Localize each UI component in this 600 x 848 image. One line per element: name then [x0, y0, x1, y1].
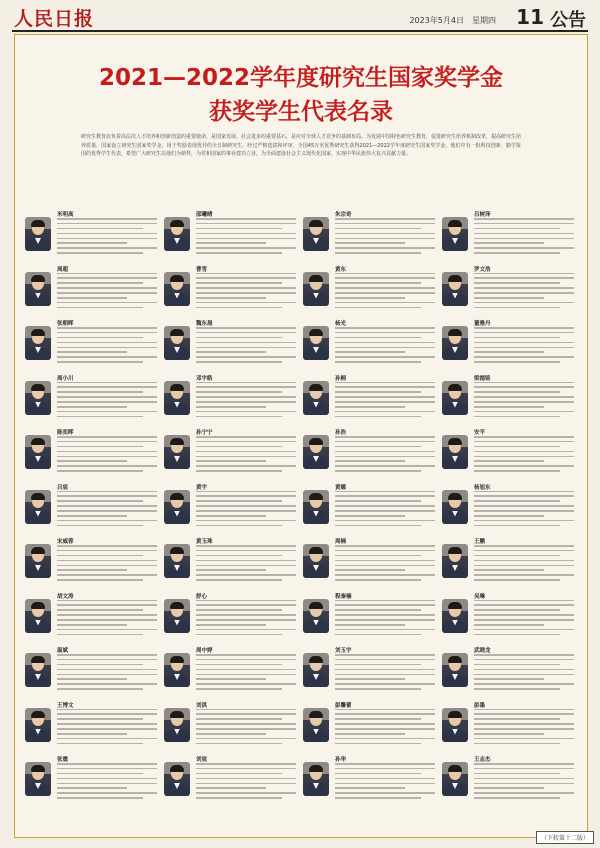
student-photo — [25, 381, 51, 415]
student-entry — [440, 264, 579, 310]
continued-note: （下转第十二版） — [536, 831, 594, 844]
student-entry — [162, 591, 301, 637]
student-photo — [164, 599, 190, 633]
student-photo — [25, 708, 51, 742]
student-entry — [162, 373, 301, 419]
student-photo — [25, 272, 51, 306]
student-photo — [303, 708, 329, 742]
student-photo — [164, 435, 190, 469]
student-photo — [442, 762, 468, 796]
student-entry — [23, 264, 162, 310]
student-photo — [303, 381, 329, 415]
student-name: 安平 — [474, 430, 486, 436]
student-entry — [301, 373, 440, 419]
student-bio-text — [196, 763, 296, 800]
student-photo — [442, 381, 468, 415]
student-photo — [442, 708, 468, 742]
student-bio-text — [335, 218, 435, 255]
student-photo — [442, 490, 468, 524]
student-entry — [440, 700, 579, 746]
student-photo — [442, 272, 468, 306]
student-bio-text — [196, 600, 296, 637]
student-photo — [25, 599, 51, 633]
student-entry — [440, 209, 579, 255]
student-bio-text — [474, 491, 574, 528]
student-entry — [23, 482, 162, 528]
student-photo — [303, 435, 329, 469]
student-name: 张震 — [57, 757, 69, 763]
student-bio-text — [335, 436, 435, 473]
student-name: 刘淇 — [196, 702, 208, 709]
student-photo — [25, 762, 51, 796]
student-photo — [164, 762, 190, 796]
intro-paragraph: 研究生教育肩负着高层次人才培养和创新创造的重要使命，是国家发展、社会进步的重要基石，是应对全球人才竞争的基础布局。为发展中国特色研究生教育，促进研究生培养机制改革，提高研究生培养质量，国家设立研究生国家奖学金，用于奖励表现优异的全日制研究生。经过严格选拔和评审，全国45万名优秀研究生获得2021—2022学年度研究生国家奖学金。他们中有一批科技创新、勤学报国的优秀学生代表，希望广大研究生以他们为榜样，为党和国家的事业建功立业，为全面建设社会主义现代化国家、实现中华民族伟大复兴贡献力量。 — [81, 134, 521, 157]
student-entry — [440, 318, 579, 364]
student-name: 魏东晟 — [196, 321, 213, 327]
student-photo — [303, 544, 329, 578]
student-name: 杨光 — [335, 321, 347, 327]
student-name: 杨旭东 — [474, 484, 491, 491]
student-bio-text — [474, 654, 574, 691]
student-photo — [25, 490, 51, 524]
student-name: 孙华 — [335, 757, 347, 763]
masthead — [12, 4, 588, 32]
student-bio-text — [57, 382, 157, 419]
student-name: 周超 — [57, 266, 69, 273]
student-entry — [301, 482, 440, 528]
student-bio-text — [335, 327, 435, 364]
student-name: 胡文涛 — [57, 593, 74, 600]
student-name: 周小川 — [57, 375, 74, 382]
student-entry — [162, 318, 301, 364]
student-entry — [23, 645, 162, 691]
student-name: 黄娜 — [335, 484, 347, 491]
student-name: 陈奕晖 — [57, 430, 74, 436]
student-name: 宋威蓉 — [57, 539, 74, 545]
student-entry — [23, 318, 162, 364]
student-entry — [23, 209, 162, 255]
student-bio-text — [196, 436, 296, 473]
student-name: 王鹏 — [474, 539, 486, 545]
student-name: 王志杰 — [474, 757, 491, 763]
student-name: 邓宇皓 — [196, 375, 213, 382]
student-bio-text — [196, 491, 296, 528]
student-name: 周楠 — [335, 539, 347, 545]
student-photo — [303, 217, 329, 251]
student-entry — [23, 373, 162, 419]
student-bio-text — [335, 545, 435, 582]
student-name: 曹雪 — [196, 266, 208, 273]
student-entry — [162, 264, 301, 310]
student-bio-text — [474, 273, 574, 310]
section-name: 公告 — [550, 10, 586, 31]
student-entry — [301, 318, 440, 364]
student-bio-text — [474, 327, 574, 364]
student-entry — [301, 209, 440, 255]
student-bio-text — [57, 709, 157, 746]
student-name: 武晓龙 — [474, 648, 491, 654]
page-number: 11 — [516, 5, 544, 29]
student-entry — [23, 700, 162, 746]
student-photo — [442, 544, 468, 578]
student-bio-text — [196, 709, 296, 746]
student-bio-text — [196, 654, 296, 691]
student-bio-text — [57, 218, 157, 255]
student-entry — [162, 482, 301, 528]
student-bio-text — [474, 436, 574, 473]
newspaper-logo: 人民日报 — [14, 8, 95, 30]
student-bio-text — [335, 709, 435, 746]
student-photo — [164, 272, 190, 306]
student-photo — [303, 490, 329, 524]
student-entry — [440, 536, 579, 582]
student-entry — [162, 427, 301, 473]
student-name: 黄宇 — [196, 484, 208, 491]
student-entry — [162, 645, 301, 691]
student-entry — [162, 700, 301, 746]
student-bio-text — [474, 382, 574, 419]
student-name: 温斌 — [57, 648, 69, 654]
student-entry — [301, 645, 440, 691]
student-name: 吴琳 — [474, 593, 486, 600]
student-name: 梁德铭 — [474, 375, 491, 382]
student-entry — [301, 754, 440, 800]
student-name: 舒心 — [196, 593, 208, 600]
student-photo — [442, 217, 468, 251]
student-name: 朱宗奇 — [335, 212, 352, 218]
student-bio-text — [196, 218, 296, 255]
student-bio-text — [335, 273, 435, 310]
student-photo — [303, 326, 329, 360]
student-photo — [25, 653, 51, 687]
student-photo — [442, 435, 468, 469]
student-entry — [440, 373, 579, 419]
student-name: 吕宸 — [57, 484, 69, 491]
student-name: 孙桐 — [335, 375, 347, 382]
student-entry — [162, 536, 301, 582]
student-entry — [23, 591, 162, 637]
student-name: 周中婷 — [196, 648, 213, 654]
student-photo — [25, 435, 51, 469]
student-bio-text — [196, 273, 296, 310]
student-photo — [442, 326, 468, 360]
student-name: 吕树泽 — [474, 212, 491, 218]
student-bio-text — [57, 654, 157, 691]
student-bio-text — [196, 545, 296, 582]
student-bio-text — [474, 600, 574, 637]
student-entry — [23, 536, 162, 582]
student-entry — [23, 754, 162, 800]
student-photo — [164, 490, 190, 524]
student-photo — [164, 708, 190, 742]
student-name: 张朝晖 — [57, 321, 74, 327]
student-name: 黄东 — [335, 266, 347, 273]
student-photo — [164, 381, 190, 415]
student-grid — [23, 209, 579, 809]
student-name: 刘玉宇 — [335, 648, 352, 654]
student-bio-text — [57, 436, 157, 473]
student-photo — [442, 599, 468, 633]
student-entry — [162, 754, 301, 800]
issue-date: 2023年5月4日 星期四 — [409, 16, 496, 25]
student-photo — [442, 653, 468, 687]
student-entry — [301, 700, 440, 746]
student-bio-text — [474, 545, 574, 582]
student-photo — [303, 653, 329, 687]
student-entry — [440, 754, 579, 800]
student-photo — [164, 544, 190, 578]
student-name: 米明高 — [57, 212, 74, 218]
student-name: 董雅丹 — [474, 321, 491, 327]
student-name: 彭墨 — [474, 702, 486, 709]
student-photo — [164, 326, 190, 360]
student-bio-text — [57, 545, 157, 582]
student-photo — [303, 272, 329, 306]
student-name: 程秦楠 — [335, 593, 352, 600]
student-bio-text — [474, 763, 574, 800]
headline-line-2: 获奖学生代表名录 — [209, 99, 393, 125]
student-entry — [440, 427, 579, 473]
student-bio-text — [335, 491, 435, 528]
student-bio-text — [57, 327, 157, 364]
student-photo — [164, 653, 190, 687]
student-entry — [301, 591, 440, 637]
student-entry — [440, 591, 579, 637]
student-name: 孙宁宁 — [196, 430, 213, 436]
student-bio-text — [335, 654, 435, 691]
student-bio-text — [196, 382, 296, 419]
student-entry — [301, 536, 440, 582]
student-bio-text — [57, 763, 157, 800]
student-entry — [440, 482, 579, 528]
student-bio-text — [57, 273, 157, 310]
student-photo — [25, 217, 51, 251]
student-photo — [25, 544, 51, 578]
student-name: 王博文 — [57, 702, 74, 709]
student-name: 罗文浩 — [474, 266, 491, 273]
student-entry — [440, 645, 579, 691]
student-name: 邵曦晴 — [196, 212, 213, 218]
student-entry — [162, 209, 301, 255]
announcement-frame — [14, 34, 588, 838]
student-bio-text — [335, 763, 435, 800]
student-name: 彭馨蕾 — [335, 702, 352, 709]
student-photo — [303, 762, 329, 796]
student-bio-text — [57, 600, 157, 637]
student-photo — [25, 326, 51, 360]
student-entry — [23, 427, 162, 473]
student-photo — [303, 599, 329, 633]
student-bio-text — [474, 709, 574, 746]
student-entry — [301, 264, 440, 310]
student-photo — [164, 217, 190, 251]
student-name: 刘宸 — [196, 757, 208, 763]
student-name: 黄玉珠 — [196, 539, 213, 545]
headline-line-1: 2021—2022学年度研究生国家奖学金 — [98, 65, 504, 91]
student-bio-text — [196, 327, 296, 364]
student-bio-text — [474, 218, 574, 255]
student-entry — [301, 427, 440, 473]
student-bio-text — [335, 600, 435, 637]
student-bio-text — [335, 382, 435, 419]
student-bio-text — [57, 491, 157, 528]
student-name: 孙浩 — [335, 430, 347, 436]
